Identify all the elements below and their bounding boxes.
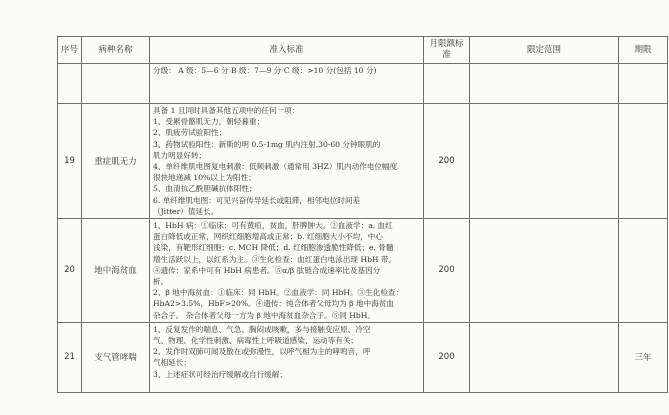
row-period: 三年 [619,322,668,392]
table-row [58,104,668,219]
standard-line: 很快地递减 10%以上为阳性； [153,173,256,183]
standard-line: 浅染，有靶形红细胞；c. MCH 降低；d. 红细胞渗透脆性降低；e. 骨髓 [153,243,394,253]
standard-line: 分级： A 级：5—6 分 B 级：7—9 分 C 级：>10 分(包括 10 分) [153,66,377,75]
standard-line: ④遗传：家系中可有 HbH 病患者。⑤α/β 肽链合成速率比及基因分 [153,265,381,275]
row-num: 20 [58,219,82,323]
standard-line: （Jitter）值延长。 [153,206,219,216]
standard-line: 3、上述症状可经治疗缓解或自行缓解； [153,369,287,379]
standard-line: 2、β 地中海贫血：①临床：同 HbH。②血液学：同 HbH。③生化检查： [153,288,404,298]
header-standard: 准入标准 [150,37,424,64]
header-row [58,37,668,64]
standard-line: HbA2>3.5%，HbF>20%。④遗传：纯合体者父母均为 β 地中海贫血 [153,299,394,309]
header-scope: 限定范围 [470,37,619,64]
row-disease-name: 重症肌无力 [82,104,150,219]
disease-table [57,36,668,393]
standard-line: 肌力明显好转； [153,150,207,160]
header-limit: 月限额标准 [424,37,470,64]
standard-line: 3、药物试验阳性：新斯的明 0.5-1mg 肌内注射,30-60 分钟眼肌的 [153,139,381,149]
row-limit: 200 [424,104,470,219]
row-num: 21 [58,322,82,392]
header-period: 期限 [619,37,668,64]
row-standard [150,322,424,392]
row-scope [470,219,619,323]
standard-line: 增生活跃以上，以红系为主。③生化检查：血红蛋白电泳出现 HbH 带。 [153,254,397,264]
table-row [58,64,668,104]
standard-line: 析。 [153,277,169,287]
header-name: 病种名称 [82,37,150,64]
standard-line: 4、单纤维肌电图复电刺激：低频刺激（通常用 3HZ）肌内动作电位幅度 [153,162,398,172]
table-row [58,322,668,392]
row-scope [470,64,619,104]
row-period [619,64,668,104]
standard-line: 6. 单纤维肌电图：可见兴奋传导延长或阻滞，相邻电位时间差 [153,195,361,205]
row-period [619,219,668,323]
standard-line: 具备 1 且同时具备其他五项中的任何一项： [153,106,300,115]
standard-line: 1、HbH 病：①临床：可有黄疸，贫血，肝脾肿大。②血液学：a. 血红 [153,221,393,231]
row-standard [150,64,424,104]
standard-line: 2、肌疲劳试验阳性； [153,128,227,138]
header-num: 序号 [58,37,82,64]
standard-line: 蛋白降低或正常，网织红细胞增高或正常；b. 红细胞大小不均，中心 [153,232,383,242]
standard-line: 气相延长； [153,358,191,368]
row-period [619,104,668,219]
standard-line: 1、反复发作的喘息、气急、胸闷或咳嗽，多与接触变应原、冷空 [153,324,371,334]
row-scope [470,322,619,392]
row-disease-name: 地中海贫血 [82,219,150,323]
row-disease-name: 支气管哮喘 [82,322,150,392]
row-standard [150,104,424,219]
standard-line: 杂合子。 杂合体者父母一方为 β 地中海贫血杂合子。⑤同 HbH。 [153,310,375,320]
row-limit [424,64,470,104]
standard-line: 5、血清抗乙酰胆碱抗体阳性； [153,184,257,194]
standard-line: 2、发作时双肺可闻及散在或弥漫性，以呼气相为主的哮鸣音，呼 [153,347,371,357]
row-num [58,64,82,104]
row-limit: 200 [424,322,470,392]
row-num: 19 [58,104,82,219]
standard-line: 1、受累骨骼肌无力，朝轻暮重； [153,117,265,127]
table-row [58,219,668,323]
row-standard [150,219,424,323]
row-disease-name [82,64,150,104]
row-scope [470,104,619,219]
row-limit: 200 [424,219,470,323]
standard-line: 气、物理、化学性刺激、病毒性上呼吸道感染、运动等有关； [153,336,359,346]
